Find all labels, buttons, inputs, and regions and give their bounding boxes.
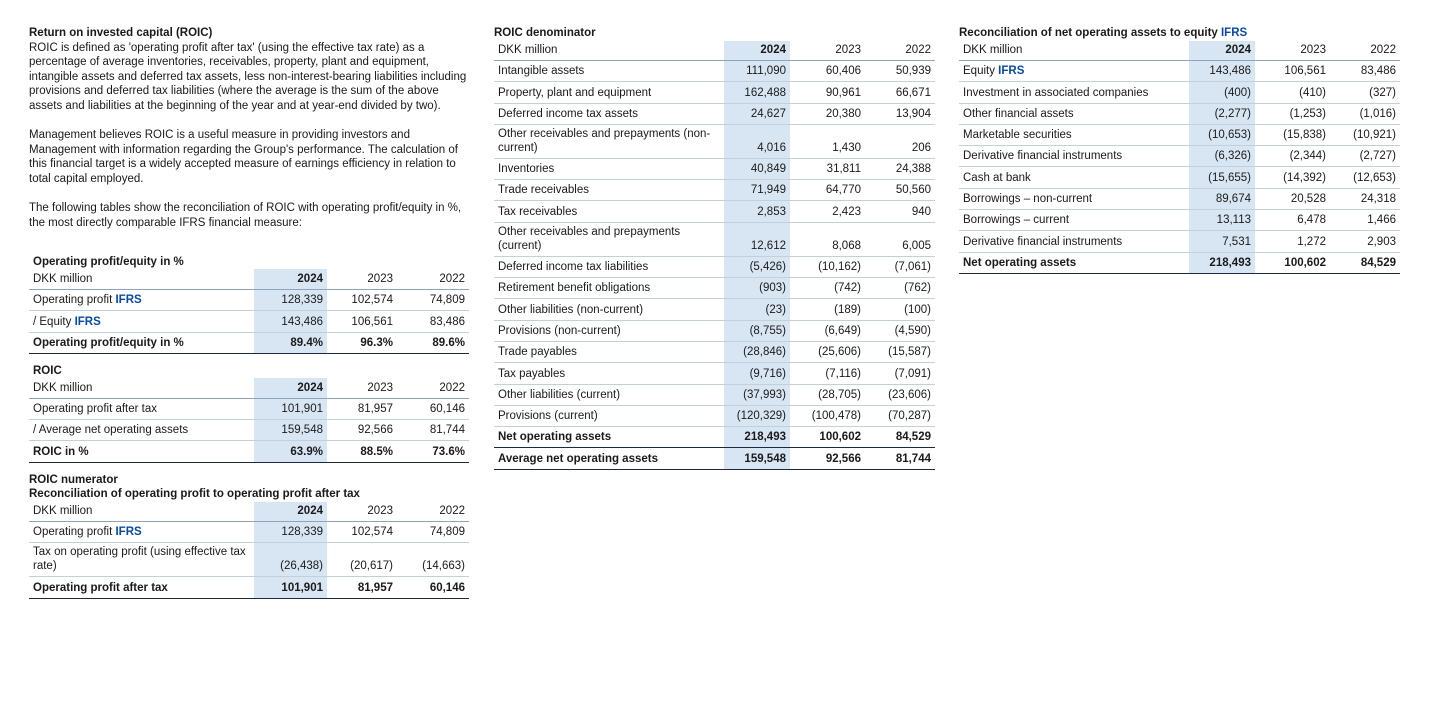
value-2022: 13,904	[865, 103, 935, 124]
recon-title: Reconciliation of net operating assets to equity IFRS	[959, 27, 1248, 39]
value-2022: (7,091)	[865, 363, 935, 384]
row-label: Net operating assets	[959, 252, 1189, 273]
row-label: Operating profit/equity in %	[29, 332, 254, 353]
value-2024: 128,339	[254, 522, 327, 543]
table-row	[494, 124, 935, 158]
row-label: Other financial assets	[959, 103, 1189, 124]
row-label: Operating profit after tax	[29, 577, 254, 598]
value-2022: 81,744	[865, 448, 935, 469]
value-2022: (70,287)	[865, 405, 935, 426]
value-2023: 106,561	[327, 311, 397, 332]
table-row	[959, 124, 1400, 145]
value-2024: (28,846)	[724, 341, 790, 362]
ifrs-tag: IFRS	[115, 526, 142, 539]
row-label: Operating profit after tax	[29, 398, 254, 419]
value-2024: 89,674	[1189, 188, 1255, 209]
value-2022: (23,606)	[865, 384, 935, 405]
numerator-title: ROIC numerator	[29, 473, 118, 486]
unit-label: DKK million	[29, 269, 254, 289]
value-2022: (12,653)	[1330, 167, 1400, 188]
table-row	[494, 222, 935, 256]
value-2023: (28,705)	[790, 384, 865, 405]
table-row	[494, 180, 935, 201]
value-2023: 102,574	[327, 522, 397, 543]
value-2024: 159,548	[254, 420, 327, 441]
value-2024: 63.9%	[254, 441, 327, 462]
year-2022: 2022	[397, 269, 469, 289]
row-label: Net operating assets	[494, 427, 724, 448]
value-2023: 81,957	[327, 577, 397, 598]
value-2023: (2,344)	[1255, 146, 1330, 167]
row-label: Tax on operating profit (using effective tax rate)	[29, 543, 254, 577]
value-2023: 100,602	[790, 427, 865, 448]
unit-label: DKK million	[959, 41, 1189, 61]
row-label: Equity IFRS	[959, 61, 1189, 82]
value-2022: 83,486	[397, 311, 469, 332]
year-2022: 2022	[397, 502, 469, 522]
value-2024: 218,493	[724, 427, 790, 448]
value-2023: 90,961	[790, 82, 865, 103]
value-2024: 111,090	[724, 61, 790, 82]
row-label: Other receivables and prepayments (current)	[494, 222, 724, 256]
value-2024: 24,627	[724, 103, 790, 124]
year-2022: 2022	[397, 378, 469, 398]
year-2023: 2023	[327, 269, 397, 289]
row-label: Derivative financial instruments	[959, 231, 1189, 252]
row-label: Intangible assets	[494, 61, 724, 82]
table-row	[959, 82, 1400, 103]
table-row	[494, 256, 935, 277]
value-2024: 159,548	[724, 448, 790, 469]
value-2024: (10,653)	[1189, 124, 1255, 145]
table-row	[959, 167, 1400, 188]
roic-table	[29, 378, 469, 462]
table-row	[494, 61, 935, 82]
row-label: Investment in associated companies	[959, 82, 1189, 103]
value-2023: 6,478	[1255, 210, 1330, 231]
table-row	[29, 522, 469, 543]
value-2022: 66,671	[865, 82, 935, 103]
row-label: Provisions (current)	[494, 405, 724, 426]
value-2022: 940	[865, 201, 935, 222]
value-2022: (14,663)	[397, 543, 469, 577]
row-label: ROIC in %	[29, 441, 254, 462]
value-2024: 12,612	[724, 222, 790, 256]
row-label: Trade payables	[494, 341, 724, 362]
value-2024: (37,993)	[724, 384, 790, 405]
value-2024: 4,016	[724, 124, 790, 158]
table-row	[959, 103, 1400, 124]
table-row	[494, 278, 935, 299]
intro-paragraph-2: Management believes ROIC is a useful measure in providing investors and Management with information regarding the Group's performance. The calculation of this financial target is a widely accepted measure of earnings efficiency in relation to total capital employed.	[29, 129, 458, 185]
total-row	[494, 427, 935, 448]
row-label: Derivative financial instruments	[959, 146, 1189, 167]
value-2023: 64,770	[790, 180, 865, 201]
table-header	[494, 41, 935, 61]
intro-paragraph-1: ROIC is defined as 'operating profit after tax' (using the effective tax rate) as a percentage of average inventories, receivables, property, plant and equipment, intangible assets and deferred tax assets, less non-interest-bearing liabilities including provisions and deferred tax liabilities (where the average is the sum of the above assets and liabilities at the beginning of the year and at year-end divided by two).	[29, 41, 467, 112]
year-2024: 2024	[254, 502, 327, 522]
value-2022: (327)	[1330, 82, 1400, 103]
value-2024: 40,849	[724, 158, 790, 179]
row-label: Provisions (non-current)	[494, 320, 724, 341]
table-row	[29, 289, 469, 310]
value-2023: 8,068	[790, 222, 865, 256]
value-2024: 89.4%	[254, 332, 327, 353]
table-header	[959, 41, 1400, 61]
total-row	[29, 332, 469, 353]
row-label: / Average net operating assets	[29, 420, 254, 441]
value-2022: 24,388	[865, 158, 935, 179]
table-row	[494, 384, 935, 405]
year-2023: 2023	[790, 41, 865, 61]
value-2024: (2,277)	[1189, 103, 1255, 124]
value-2022: (4,590)	[865, 320, 935, 341]
row-label: Average net operating assets	[494, 448, 724, 469]
row-label: / Equity IFRS	[29, 311, 254, 332]
row-label: Inventories	[494, 158, 724, 179]
value-2023: 1,272	[1255, 231, 1330, 252]
table-row	[494, 103, 935, 124]
value-2022: (100)	[865, 299, 935, 320]
value-2023: 20,380	[790, 103, 865, 124]
value-2023: (1,253)	[1255, 103, 1330, 124]
table-header	[29, 502, 469, 522]
value-2023: 88.5%	[327, 441, 397, 462]
value-2023: 60,406	[790, 61, 865, 82]
left-column	[29, 26, 469, 599]
denominator-title: ROIC denominator	[494, 27, 596, 39]
value-2023: (6,649)	[790, 320, 865, 341]
value-2022: 74,809	[397, 522, 469, 543]
total-row	[494, 448, 935, 469]
intro-title: Return on invested capital (ROIC)	[29, 27, 213, 39]
unit-label: DKK million	[494, 41, 724, 61]
value-2022: 1,466	[1330, 210, 1400, 231]
value-2023: 92,566	[790, 448, 865, 469]
value-2023: 2,423	[790, 201, 865, 222]
table-row	[494, 299, 935, 320]
row-label: Operating profit IFRS	[29, 289, 254, 310]
value-2024: 143,486	[1189, 61, 1255, 82]
value-2023: (15,838)	[1255, 124, 1330, 145]
total-row	[29, 577, 469, 598]
row-label: Deferred income tax assets	[494, 103, 724, 124]
row-label: Property, plant and equipment	[494, 82, 724, 103]
table-row	[494, 405, 935, 426]
value-2022: 84,529	[1330, 252, 1400, 273]
value-2024: (8,755)	[724, 320, 790, 341]
value-2023: (189)	[790, 299, 865, 320]
table-row	[494, 341, 935, 362]
row-label: Retirement benefit obligations	[494, 278, 724, 299]
value-2024: (15,655)	[1189, 167, 1255, 188]
row-label: Other liabilities (current)	[494, 384, 724, 405]
intro-paragraph-3: The following tables show the reconciliation of ROIC with operating profit/equity in %, the most directly comparable IFRS financial measure:	[29, 202, 462, 229]
row-label: Tax payables	[494, 363, 724, 384]
ifrs-tag: IFRS	[998, 65, 1025, 78]
value-2022: 6,005	[865, 222, 935, 256]
value-2022: 50,939	[865, 61, 935, 82]
value-2024: 128,339	[254, 289, 327, 310]
ifrs-tag: IFRS	[1220, 27, 1248, 39]
right-column	[959, 26, 1400, 274]
value-2022: (2,727)	[1330, 146, 1400, 167]
year-2024: 2024	[724, 41, 790, 61]
value-2022: 60,146	[397, 398, 469, 419]
recon-table	[959, 41, 1400, 274]
year-2024: 2024	[254, 269, 327, 289]
unit-label: DKK million	[29, 502, 254, 522]
value-2024: 7,531	[1189, 231, 1255, 252]
value-2023: (410)	[1255, 82, 1330, 103]
value-2022: 89.6%	[397, 332, 469, 353]
value-2024: (120,329)	[724, 405, 790, 426]
total-row	[959, 252, 1400, 273]
value-2023: (20,617)	[327, 543, 397, 577]
table-row	[494, 158, 935, 179]
value-2022: 24,318	[1330, 188, 1400, 209]
value-2023: 92,566	[327, 420, 397, 441]
value-2023: 100,602	[1255, 252, 1330, 273]
numerator-table	[29, 502, 469, 599]
total-row	[29, 441, 469, 462]
value-2024: 13,113	[1189, 210, 1255, 231]
value-2023: 96.3%	[327, 332, 397, 353]
value-2022: (1,016)	[1330, 103, 1400, 124]
ifrs-tag: IFRS	[115, 294, 142, 307]
row-label: Other receivables and prepayments (non-current)	[494, 124, 724, 158]
value-2024: (6,326)	[1189, 146, 1255, 167]
table-header	[29, 378, 469, 398]
year-2024: 2024	[254, 378, 327, 398]
value-2022: (10,921)	[1330, 124, 1400, 145]
table-row	[959, 188, 1400, 209]
year-2023: 2023	[327, 378, 397, 398]
value-2023: 81,957	[327, 398, 397, 419]
year-2023: 2023	[1255, 41, 1330, 61]
value-2023: (100,478)	[790, 405, 865, 426]
value-2024: 101,901	[254, 398, 327, 419]
value-2024: 101,901	[254, 577, 327, 598]
value-2022: 206	[865, 124, 935, 158]
value-2022: 83,486	[1330, 61, 1400, 82]
row-label: Borrowings – non-current	[959, 188, 1189, 209]
row-label: Cash at bank	[959, 167, 1189, 188]
value-2023: (742)	[790, 278, 865, 299]
value-2023: 20,528	[1255, 188, 1330, 209]
row-label: Trade receivables	[494, 180, 724, 201]
row-label: Other liabilities (non-current)	[494, 299, 724, 320]
row-label: Tax receivables	[494, 201, 724, 222]
value-2024: (23)	[724, 299, 790, 320]
value-2022: (15,587)	[865, 341, 935, 362]
value-2024: (5,426)	[724, 256, 790, 277]
table-row	[959, 210, 1400, 231]
value-2023: 31,811	[790, 158, 865, 179]
value-2024: (903)	[724, 278, 790, 299]
value-2024: 143,486	[254, 311, 327, 332]
row-label: Deferred income tax liabilities	[494, 256, 724, 277]
year-2022: 2022	[865, 41, 935, 61]
value-2023: 102,574	[327, 289, 397, 310]
row-label: Borrowings – current	[959, 210, 1189, 231]
value-2024: 162,488	[724, 82, 790, 103]
denominator-table	[494, 41, 935, 470]
table-row	[494, 82, 935, 103]
year-2023: 2023	[327, 502, 397, 522]
value-2022: 2,903	[1330, 231, 1400, 252]
value-2022: 84,529	[865, 427, 935, 448]
numerator-subtitle: Reconciliation of operating profit to operating profit after tax	[29, 488, 360, 501]
value-2024: (400)	[1189, 82, 1255, 103]
opeq-table	[29, 269, 469, 353]
unit-label: DKK million	[29, 378, 254, 398]
value-2024: 71,949	[724, 180, 790, 201]
value-2024: 218,493	[1189, 252, 1255, 273]
year-2022: 2022	[1330, 41, 1400, 61]
roic-table-title: ROIC	[33, 364, 62, 377]
value-2022: (762)	[865, 278, 935, 299]
value-2023: (25,606)	[790, 341, 865, 362]
value-2022: 81,744	[397, 420, 469, 441]
table-row	[494, 363, 935, 384]
table-row	[494, 201, 935, 222]
table-row	[29, 398, 469, 419]
value-2024: (26,438)	[254, 543, 327, 577]
table-row	[29, 311, 469, 332]
ifrs-tag: IFRS	[74, 315, 101, 328]
table-row	[29, 420, 469, 441]
year-2024: 2024	[1189, 41, 1255, 61]
table-row	[959, 61, 1400, 82]
table-row	[29, 543, 469, 577]
value-2023: 1,430	[790, 124, 865, 158]
table-row	[959, 231, 1400, 252]
value-2022: (7,061)	[865, 256, 935, 277]
table-header	[29, 269, 469, 289]
row-label: Marketable securities	[959, 124, 1189, 145]
table-row	[959, 146, 1400, 167]
value-2022: 74,809	[397, 289, 469, 310]
opeq-table-title: Operating profit/equity in %	[33, 255, 184, 268]
value-2024: (9,716)	[724, 363, 790, 384]
value-2022: 50,560	[865, 180, 935, 201]
value-2023: (10,162)	[790, 256, 865, 277]
middle-column	[494, 26, 935, 470]
value-2023: 106,561	[1255, 61, 1330, 82]
table-row	[494, 320, 935, 341]
value-2023: (7,116)	[790, 363, 865, 384]
value-2022: 73.6%	[397, 441, 469, 462]
value-2022: 60,146	[397, 577, 469, 598]
value-2023: (14,392)	[1255, 167, 1330, 188]
value-2024: 2,853	[724, 201, 790, 222]
row-label: Operating profit IFRS	[29, 522, 254, 543]
